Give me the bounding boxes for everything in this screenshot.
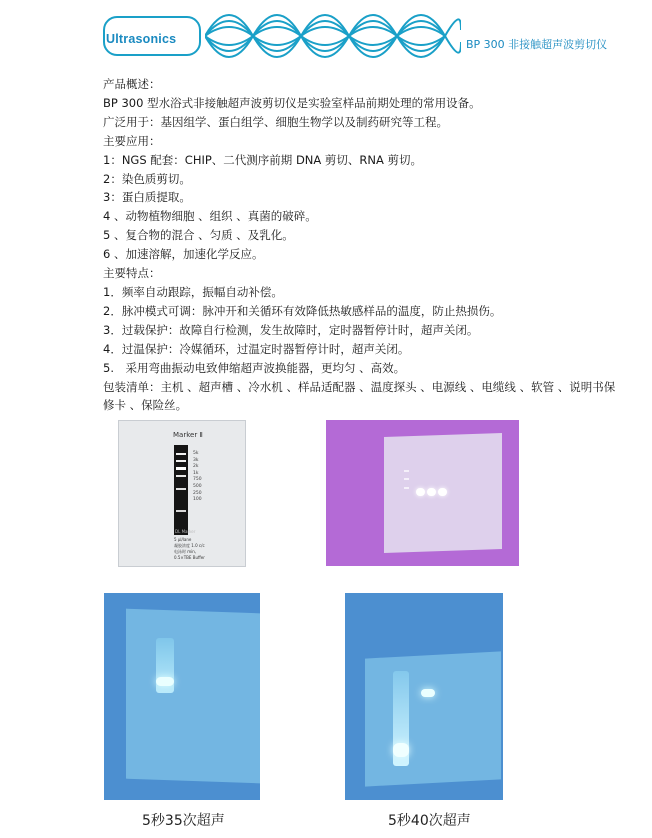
marker-band — [176, 510, 186, 512]
gel-band — [427, 488, 436, 496]
marker-tick: 5k — [193, 451, 199, 456]
feature-item: 3．过载保护：故障自行检测，发生故障时，定时器暂停计时，超声关闭。 — [103, 322, 479, 337]
application-item: 6 、加速溶解，加速化学反应。 — [103, 247, 264, 262]
blue-gel-photo-left — [104, 593, 260, 800]
gel-band — [156, 677, 174, 686]
packing-list: 包装清单：主机 、超声槽 、冷水机 、样品适配器 、温度探头 、电源线 、电缆线 、软管 、说明书保修卡 、保险丝。 — [103, 379, 616, 413]
purple-gel-photo — [326, 420, 519, 566]
application-item: 5 、复合物的混合 、匀质 、及乳化。 — [103, 228, 294, 243]
gel-band — [393, 743, 409, 757]
gel-band — [416, 488, 425, 496]
marker-title: Marker Ⅱ — [173, 431, 203, 439]
feature-item: 4．过温保护：冷媒循环，过温定时器暂停计时，超声关闭。 — [103, 341, 410, 356]
wave-graphic — [205, 2, 461, 70]
application-item: 3：蛋白质提取。 — [103, 190, 191, 205]
marker-note: 凝胶浓度 1.0 c/c — [174, 543, 205, 548]
gel-band — [421, 689, 435, 697]
marker-tick: 750 — [193, 477, 202, 483]
application-item: 2：染色质剪切。 — [103, 171, 191, 186]
application-item: 1：NGS 配套：CHIP、二代测序前期 DNA 剪切、RNA 剪切。 — [103, 152, 423, 167]
features-heading: 主要特点： — [103, 266, 161, 281]
marker-band — [176, 467, 186, 470]
marker-photo — [118, 420, 246, 567]
gel-band — [404, 478, 409, 480]
overview-heading: 产品概述： — [103, 77, 161, 91]
marker-tick: 1k — [193, 470, 199, 476]
feature-item: 1．频率自动跟踪，振幅自动补偿。 — [103, 284, 283, 299]
application-item: 4 、动物植物细胞 、组织 、真菌的破碎。 — [103, 209, 317, 224]
marker-lane — [174, 445, 188, 535]
page-header — [0, 0, 652, 72]
applications-heading: 主要应用： — [103, 133, 161, 148]
gel-band — [404, 470, 409, 472]
marker-note: 0.5×TBE Buffer — [174, 555, 205, 560]
marker-side-label: DL Marker — [175, 529, 196, 534]
marker-tick: 500 — [193, 483, 202, 489]
brand-logo: Ultrasonics — [106, 32, 177, 46]
marker-band — [176, 453, 186, 455]
marker-notes — [174, 537, 205, 561]
marker-tick: 2k — [193, 464, 199, 470]
blue-gel-photo-right — [345, 593, 503, 800]
caption-left: 5秒35次超声 — [142, 813, 225, 829]
marker-band — [176, 460, 186, 462]
gel-slab — [126, 609, 260, 784]
document-body — [103, 75, 623, 415]
caption-right: 5秒40次超声 — [388, 813, 471, 829]
feature-item: 2．脉冲模式可调：脉冲开和关循环有效降低热敏感样品的温度，防止热损伤。 — [103, 303, 502, 318]
gel-band — [438, 488, 447, 496]
marker-tick-labels — [193, 451, 202, 504]
marker-note: 5 μl/lane — [174, 537, 192, 542]
product-tag: BP 300 非接触超声波剪切仪 — [466, 38, 608, 51]
marker-tick: 250 — [193, 490, 202, 496]
gel-band — [404, 487, 409, 489]
feature-item: 5. 采用弯曲振动电致伸缩超声波换能器，更均匀 、高效。 — [103, 360, 406, 375]
marker-tick: 100 — [193, 497, 202, 503]
marker-tick: 3k — [193, 457, 199, 463]
marker-band — [176, 488, 186, 490]
marker-note: 电泳时 min, — [174, 549, 197, 554]
overview-usage: 广泛用于：基因组学、蛋白组学、细胞生物学以及制药研究等工程。 — [103, 114, 448, 129]
gel-slab — [365, 651, 501, 786]
overview-description: BP 300 型水浴式非接触超声波剪切仪是实验室样品前期处理的常用设备。 — [103, 95, 481, 110]
marker-band — [176, 475, 186, 477]
